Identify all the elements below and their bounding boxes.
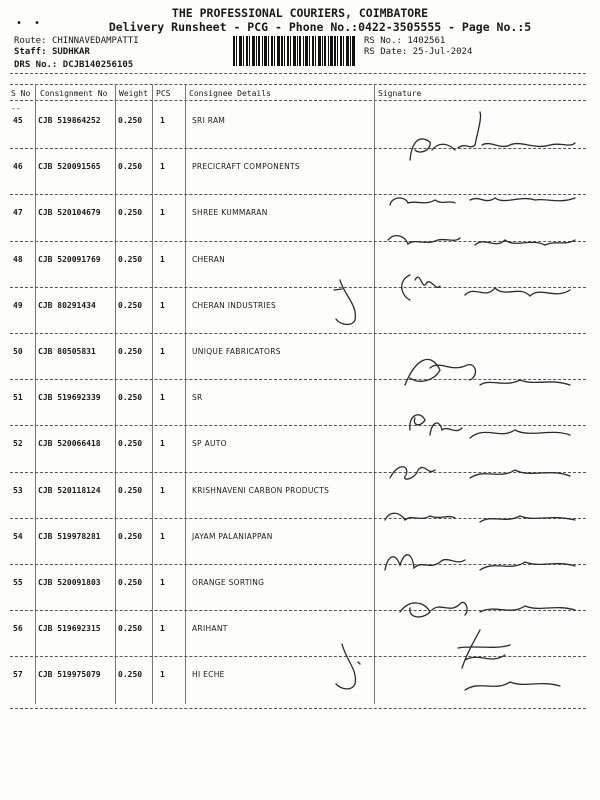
pieces-count: 1 (160, 624, 165, 633)
serial-number: 55 (13, 578, 23, 587)
pieces-count: 1 (160, 347, 165, 356)
barcode-image (233, 36, 355, 66)
consignee-name: PRECICRAFT COMPONENTS (192, 162, 300, 171)
col-header-weight: Weight (119, 89, 148, 98)
corner-mark: • • (16, 18, 41, 29)
pieces-count: 1 (160, 578, 165, 587)
consignment-number: CJB 80505831 (38, 347, 96, 356)
weight-value: 0.250 (118, 439, 143, 448)
weight-value: 0.250 (118, 532, 143, 541)
consignment-number: CJB 520066418 (38, 439, 101, 448)
pieces-count: 1 (160, 486, 165, 495)
serial-number: 52 (13, 439, 23, 448)
route-label: Route: (14, 36, 47, 46)
pieces-count: 1 (160, 162, 165, 171)
serial-number: 49 (13, 301, 23, 310)
consignment-number: CJB 519692315 (38, 624, 101, 633)
consignment-number: CJB 519975079 (38, 670, 101, 679)
consignee-name: SRI RAM (192, 116, 226, 125)
consignment-number: CJB 80291434 (38, 301, 96, 310)
col-header-signature: Signature (378, 89, 422, 98)
serial-number: 54 (13, 532, 23, 541)
serial-number: 48 (13, 255, 23, 264)
signature-scribbles (370, 0, 600, 720)
pieces-count: 1 (160, 255, 165, 264)
staff-line (14, 47, 90, 58)
pieces-count: 1 (160, 393, 165, 402)
consignment-number: CJB 519864252 (38, 116, 101, 125)
rs-date-value: 25-Jul-2024 (412, 47, 473, 57)
serial-number: 45 (13, 116, 23, 125)
consignee-name: KRISHNAVENI CARBON PRODUCTS (192, 486, 330, 495)
staff-value: SUDHKAR (51, 47, 90, 57)
drs-line (14, 60, 133, 71)
consignment-number: CJB 520091769 (38, 255, 101, 264)
row-marker: -- (11, 104, 21, 113)
weight-value: 0.250 (118, 624, 143, 633)
pieces-count: 1 (160, 116, 165, 125)
serial-number: 46 (13, 162, 23, 171)
consignment-number: CJB 520104679 (38, 208, 101, 217)
weight-value: 0.250 (118, 116, 143, 125)
col-header-pcs: PCS (156, 89, 171, 98)
serial-number: 53 (13, 486, 23, 495)
serial-number: 51 (13, 393, 23, 402)
weight-value: 0.250 (118, 301, 143, 310)
weight-value: 0.250 (118, 670, 143, 679)
weight-value: 0.250 (118, 208, 143, 217)
pieces-count: 1 (160, 670, 165, 679)
consignee-name: SHREE KUMMARAN (192, 208, 268, 217)
drs-label: DRS No.: (14, 60, 58, 70)
col-header-consignee: Consignee Details (189, 89, 271, 98)
hand-mark (330, 275, 370, 330)
rs-no-value: 1402561 (407, 36, 446, 46)
serial-number: 47 (13, 208, 23, 217)
consignee-name: HI ECHE (192, 670, 225, 679)
weight-value: 0.250 (118, 347, 143, 356)
divider (10, 708, 586, 709)
consignee-name: UNIQUE FABRICATORS (192, 347, 281, 356)
staff-label: Staff: (14, 47, 47, 57)
rs-date-label: RS Date: (364, 47, 408, 57)
pieces-count: 1 (160, 439, 165, 448)
weight-value: 0.250 (118, 393, 143, 402)
pieces-count: 1 (160, 532, 165, 541)
drs-value: DCJB140256105 (62, 60, 134, 70)
consignment-number: CJB 519978281 (38, 532, 101, 541)
consignee-name: ARIHANT (192, 624, 228, 633)
weight-value: 0.250 (118, 578, 143, 587)
hand-mark (330, 640, 370, 695)
consignee-name: CHERAN INDUSTRIES (192, 301, 277, 310)
pieces-count: 1 (160, 301, 165, 310)
consignee-name: SR (192, 393, 203, 402)
runsheet-title: Delivery Runsheet - PCG - Phone No.:0422-3505555 - Page No.:5 (108, 20, 532, 34)
serial-number: 56 (13, 624, 23, 633)
route-value: CHINNAVEDAMPATTI (51, 36, 139, 46)
consignee-name: JAYAM PALANIAPPAN (192, 532, 273, 541)
consignment-number: CJB 520091803 (38, 578, 101, 587)
weight-value: 0.250 (118, 255, 143, 264)
pieces-count: 1 (160, 208, 165, 217)
consignment-number: CJB 519692339 (38, 393, 101, 402)
rs-no-label: RS No.: (364, 36, 402, 46)
weight-value: 0.250 (118, 486, 143, 495)
consignment-number: CJB 520091565 (38, 162, 101, 171)
consignee-name: SP AUTO (192, 439, 227, 448)
col-header-sno: S No (11, 89, 31, 98)
col-header-consignment: Consignment No (40, 89, 108, 98)
consignee-name: ORANGE SORTING (192, 578, 265, 587)
company-title: THE PROFESSIONAL COURIERS, COIMBATORE (171, 6, 429, 20)
consignment-number: CJB 520118124 (38, 486, 101, 495)
route-line (14, 36, 139, 47)
weight-value: 0.250 (118, 162, 143, 171)
consignee-name: CHERAN (192, 255, 226, 264)
serial-number: 50 (13, 347, 23, 356)
serial-number: 57 (13, 670, 23, 679)
